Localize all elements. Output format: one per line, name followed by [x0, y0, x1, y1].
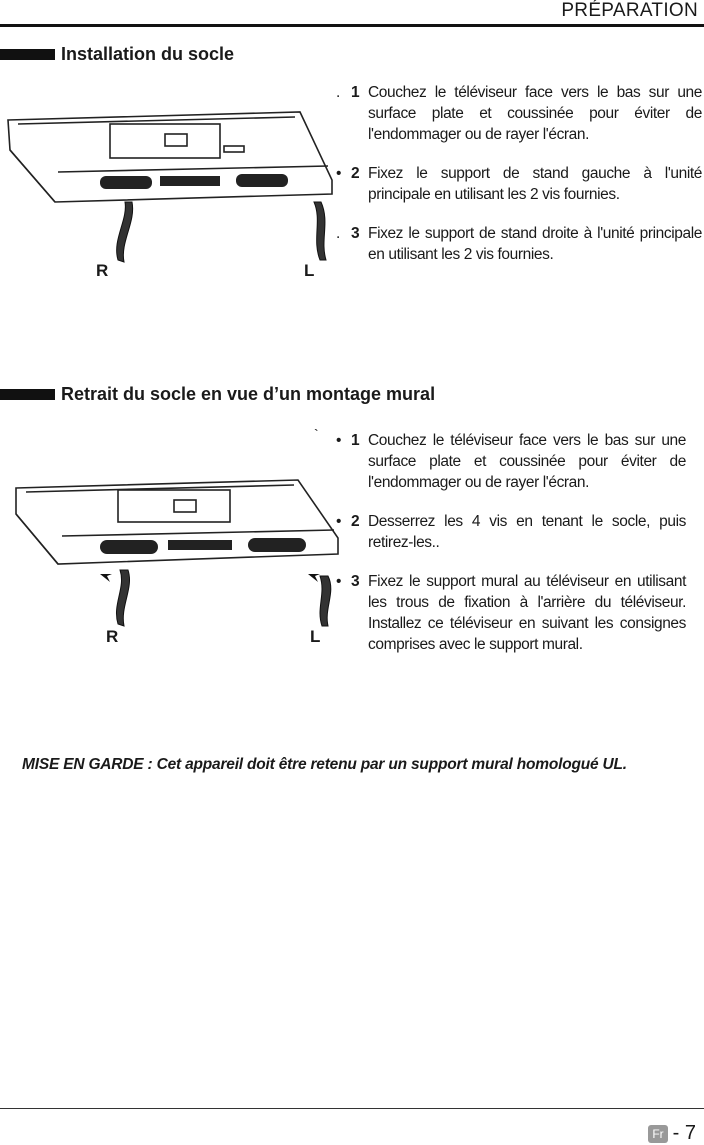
footer	[648, 1122, 696, 1145]
footer-rule	[0, 1108, 704, 1109]
stray-mark: `	[314, 426, 319, 442]
stand-label-r: R	[96, 261, 109, 280]
section2-bar	[0, 389, 55, 400]
section1-heading	[0, 44, 234, 65]
stand-bracket-icon-2	[116, 570, 330, 626]
step-item: • 3 Fixez le support mural au téléviseur en utilisant les trous de fixation à l'arrière du téléviseur. Installez ce téléviseur en suivant les consignes comprises avec le support mural.	[336, 573, 686, 653]
language-badge: Fr	[648, 1125, 667, 1143]
header-title: PRÉPARATION	[561, 0, 698, 21]
step-item: . 3 Fixez le support de stand droite à l'unité principale en utilisant les 2 vis fournies.	[336, 225, 702, 263]
section2-title: Retrait du socle en vue d’un montage mural	[61, 384, 436, 404]
step-item: . 1 Couchez le téléviseur face vers le bas sur une surface plate et coussinée pour éviter de l'endommager ou de rayer l'écran.	[336, 84, 702, 143]
tv-back-illustration	[0, 110, 340, 295]
tv-back-illustration-2	[8, 478, 348, 648]
section1-title: Installation du socle	[61, 44, 235, 64]
arrow-icon	[100, 574, 320, 582]
stand-bracket-icon	[117, 202, 326, 262]
section2-steps	[334, 430, 686, 673]
header-rule	[0, 24, 704, 27]
step-item: • 2 Desserrez les 4 vis en tenant le socle, puis retirez-les..	[336, 513, 686, 551]
wall-label-r: R	[106, 627, 119, 646]
section1-bar	[0, 49, 55, 60]
step-item: • 1 Couchez le téléviseur face vers le bas sur une surface plate et coussinée pour éviter de l'endommager ou de rayer l'écran.	[336, 432, 686, 491]
stand-label-l: L	[304, 261, 315, 280]
wall-label-l: L	[310, 627, 321, 646]
page-number: - 7	[672, 1122, 696, 1144]
warning-text: MISE EN GARDE : Cet appareil doit être retenu par un support mural homologué UL.	[22, 756, 627, 773]
section2-heading	[0, 384, 435, 405]
step-item: • 2 Fixez le support de stand gauche à l'unité principale en utilisant les 2 vis fournies.	[336, 165, 702, 203]
section1-steps	[334, 82, 702, 283]
